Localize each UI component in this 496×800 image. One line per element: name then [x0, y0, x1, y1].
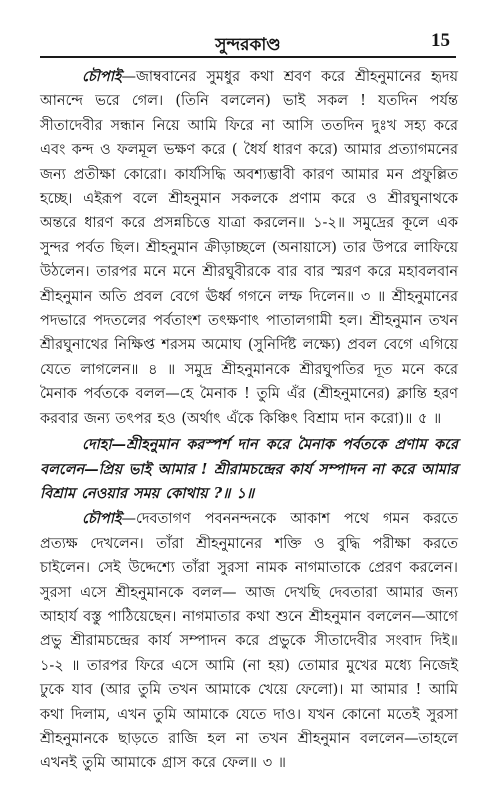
header-rule [40, 56, 456, 58]
page-number: 15 [431, 30, 450, 51]
running-head: সুন্দরকাণ্ড [215, 35, 281, 55]
body-text [40, 65, 458, 776]
doha-paragraph [40, 433, 458, 506]
verse-type-label: দোহা [82, 436, 112, 454]
verse-type-label: চৌপাই [82, 510, 122, 528]
page-header [0, 30, 496, 60]
verse-type-label: চৌপাই [82, 68, 122, 85]
paragraph-text: —শ্রীহনুমান করস্পর্শ দান করে মৈনাক পর্বতকে প্রণাম করে বললেন—প্রিয় ভাই আমার ! শ্রীরামচন্দ্রের কার্য সম্পাদন না করে আমার বিশ্রাম নেওয়ার সময় কোথায় ?॥ ১॥ [40, 436, 458, 502]
paragraph-text: —জাম্ববানের সুমধুর কথা শ্রবণ করে শ্রীহনুমানের হৃদয় আনন্দে ভরে গেল। (তিনি বললেন) ভাই সকল ! যতদিন পর্যন্ত সীতাদেবীর সন্ধান নিয়ে আমি ফিরে না আসি ততদিন দুঃখ সহ্য করে এবং কন্দ ও ফলমূল ভক্ষণ করে ( ধৈর্য ধারণ করে) আমার প্রত্যাগমনের জন্য প্রতীক্ষা কোরো। কার্যসিদ্ধি অবশ্যম্ভাবী কারণ আমার মন প্রফুল্লিত হচ্ছে। এইরূপ বলে শ্রীহনুমান সকলকে প্রণাম করে ও শ্রীরঘুনাথকে অন্তরে ধারণ করে প্রসন্নচিত্তে যাত্রা করলেন॥ ১-২॥ সমুদ্রের কূলে এক সুন্দর পর্বত ছিল। শ্রীহনুমান ক্রীড়াচ্ছলে (অনায়াসে) তার উপরে লাফিয়ে উঠলেন। তারপর মনে মনে শ্রীরঘুবীরকে বার বার স্মরণ করে মহাবলবান শ্রীহনুমান অতি প্রবল বেগে ঊর্ধ্ব গগনে লম্ফ দিলেন॥ ৩ ॥ শ্রীহনুমানের পদভারে পদতলের পর্বতাংশ তৎক্ষণাৎ পাতালগামী হল। শ্রীহনুমান তখন শ্রীরঘুনাথের নিক্ষিপ্ত শরসম অমোঘ (সুনির্দিষ্ট লক্ষ্যে) প্রবল বেগে এগিয়ে যেতে লাগলেন॥ ৪ ॥ সমুদ্র শ্রীহনুমানকে শ্রীরঘুপতির দূত মনে করে মৈনাক পর্বতকে বলল—হে মৈনাক ! তুমি এঁর (শ্রীহনুমানের) ক্লান্তি হরণ করবার জন্য তৎপর হও (অর্থাৎ এঁকে কিঞ্চিৎ বিশ্রাম দান করো)॥ ৫ ॥ [40, 69, 458, 427]
chaupai-paragraph [40, 65, 458, 431]
paragraph-text: —দেবতাগণ পবননন্দনকে আকাশ পথে গমন করতে প্রত্যক্ষ দেখলেন। তাঁরা শ্রীহনুমানের শক্তি ও বুদ্ধি পরীক্ষা করতে চাইলেন। সেই উদ্দেশ্যে তাঁরা সুরসা নামক নাগমাতাকে প্রেরণ করলেন। সুরসা এসে শ্রীহনুমানকে বলল— আজ দেখছি দেবতারা আমার জন্য আহার্য বস্তু পাঠিয়েছেন। নাগমাতার কথা শুনে শ্রীহনুমান বললেন—আগে প্রভু শ্রীরামচন্দ্রের কার্য সম্পাদন করে প্রভুকে সীতাদেবীর সংবাদ দিই॥ ১-২ ॥ তারপর ফিরে এসে আমি (না হয়) তোমার মুখের মধ্যে নিজেই ঢুকে যাব (আর তুমি তখন আমাকে খেয়ে ফেলো)। মা আমার ! আমি কথা দিলাম, এখন তুমি আমাকে যেতে দাও। যখন কোনো মতেই সুরসা শ্রীহনুমানকে ছাড়তে রাজি হল না তখন শ্রীহনুমান বললেন—তাহলে এখনই তুমি আমাকে গ্রাস করে ফেল॥ ৩ ॥ [40, 511, 458, 772]
chaupai-paragraph [40, 507, 458, 775]
